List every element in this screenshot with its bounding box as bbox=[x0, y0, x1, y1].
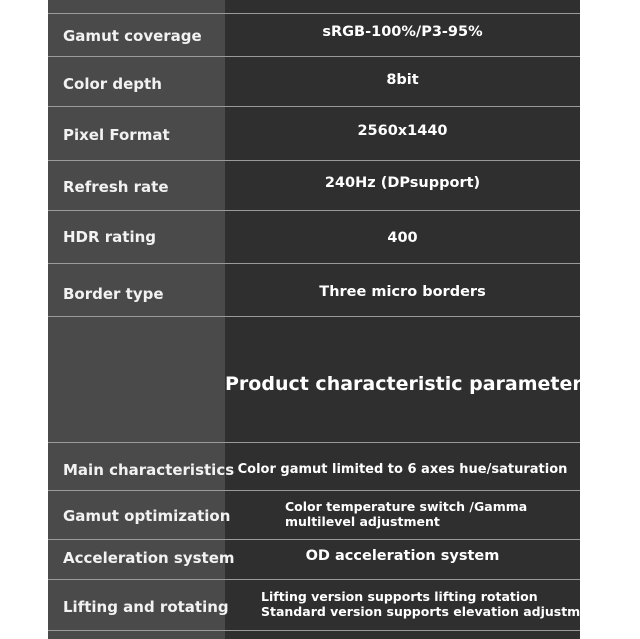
row-label-lifting-rotating: Lifting and rotating bbox=[63, 598, 229, 616]
row-label-refresh-rate: Refresh rate bbox=[63, 178, 169, 196]
row-label-acceleration-system: Acceleration system bbox=[63, 549, 235, 567]
value-line: Lifting version supports lifting rotation bbox=[261, 589, 538, 604]
row-divider bbox=[48, 263, 580, 264]
row-label-color-depth: Color depth bbox=[63, 75, 162, 93]
row-divider bbox=[48, 630, 580, 631]
row-value-acceleration-system: OD acceleration system bbox=[305, 548, 500, 564]
row-label-gamut-optimization: Gamut optimization bbox=[63, 507, 231, 525]
row-value-main-characteristics: Color gamut limited to 6 axes hue/saturation bbox=[237, 462, 568, 477]
row-divider bbox=[48, 210, 580, 211]
row-value-color-depth: 8bit bbox=[386, 72, 419, 88]
row-value-hdr-rating: 400 bbox=[387, 230, 418, 246]
row-divider bbox=[48, 160, 580, 161]
row-value-gamut-coverage: sRGB-100%/P3-95% bbox=[322, 24, 483, 40]
row-divider bbox=[48, 13, 580, 14]
row-value-refresh-rate: 240Hz (DPsupport) bbox=[324, 175, 481, 191]
row-value-lifting-rotating bbox=[261, 589, 604, 619]
row-value-pixel-format: 2560x1440 bbox=[357, 123, 448, 139]
value-line: multilevel adjustment bbox=[285, 514, 440, 529]
row-label-hdr-rating: HDR rating bbox=[63, 228, 157, 246]
row-divider bbox=[48, 539, 580, 540]
value-line: Color temperature switch /Gamma bbox=[285, 499, 528, 514]
row-value-gamut-optimization bbox=[285, 499, 527, 529]
row-label-pixel-format: Pixel Format bbox=[63, 126, 170, 144]
row-divider bbox=[48, 490, 580, 491]
row-label-border-type: Border type bbox=[63, 285, 164, 303]
row-label-main-characteristics: Main characteristics bbox=[63, 461, 235, 479]
row-value-border-type: Three micro borders bbox=[319, 284, 486, 300]
value-line: Standard version supports elevation adjustment bbox=[261, 604, 604, 619]
spec-table bbox=[48, 0, 604, 639]
row-label-gamut-coverage: Gamut coverage bbox=[63, 27, 202, 45]
row-divider bbox=[48, 106, 580, 107]
row-divider bbox=[48, 316, 580, 317]
row-divider bbox=[48, 442, 580, 443]
section-title: Product characteristic parameter bbox=[225, 373, 582, 395]
row-divider bbox=[48, 579, 580, 580]
row-divider bbox=[48, 56, 580, 57]
label-column bbox=[48, 0, 225, 639]
